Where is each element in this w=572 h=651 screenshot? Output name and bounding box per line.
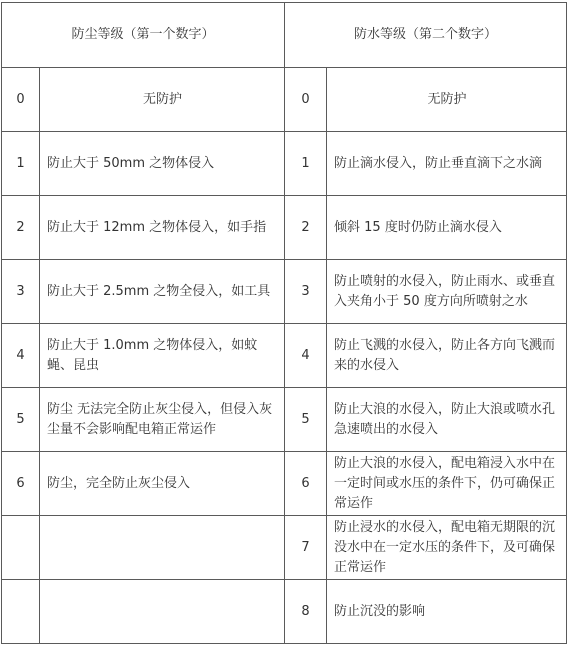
dust-desc-cell: 防止大于 2.5mm 之物全侵入，如工具 — [40, 260, 285, 324]
water-code-cell: 8 — [285, 580, 327, 644]
water-code-cell: 7 — [285, 516, 327, 580]
water-desc-cell: 无防护 — [327, 68, 567, 132]
water-desc-cell: 防止沉没的影响 — [327, 580, 567, 644]
table-row — [2, 452, 567, 516]
water-code-cell: 6 — [285, 452, 327, 516]
water-rating-header: 防水等级（第二个数字） — [285, 3, 567, 68]
water-code-cell: 2 — [285, 196, 327, 260]
table-header-row — [2, 3, 567, 68]
dust-rating-header: 防尘等级（第一个数字） — [2, 3, 285, 68]
dust-code-cell — [2, 580, 40, 644]
dust-desc-cell — [40, 516, 285, 580]
dust-code-cell: 4 — [2, 324, 40, 388]
dust-code-cell: 5 — [2, 388, 40, 452]
dust-code-cell: 3 — [2, 260, 40, 324]
water-desc-cell: 防止飞溅的水侵入，防止各方向飞溅而来的水侵入 — [327, 324, 567, 388]
dust-code-cell: 0 — [2, 68, 40, 132]
dust-desc-cell — [40, 580, 285, 644]
table-row — [2, 196, 567, 260]
table-row — [2, 388, 567, 452]
water-desc-cell: 倾斜 15 度时仍防止滴水侵入 — [327, 196, 567, 260]
water-desc-cell: 防止大浪的水侵入，防止大浪或喷水孔急速喷出的水侵入 — [327, 388, 567, 452]
water-desc-cell: 防止滴水侵入，防止垂直滴下之水滴 — [327, 132, 567, 196]
water-code-cell: 4 — [285, 324, 327, 388]
dust-code-cell: 1 — [2, 132, 40, 196]
table-row — [2, 260, 567, 324]
table-row — [2, 324, 567, 388]
dust-desc-cell: 防止大于 12mm 之物体侵入，如手指 — [40, 196, 285, 260]
water-code-cell: 1 — [285, 132, 327, 196]
dust-desc-cell: 防止大于 1.0mm 之物体侵入，如蚊蝇、昆虫 — [40, 324, 285, 388]
dust-desc-cell: 防尘，完全防止灰尘侵入 — [40, 452, 285, 516]
dust-code-cell — [2, 516, 40, 580]
dust-desc-cell: 防尘 无法完全防止灰尘侵入，但侵入灰尘量不会影响配电箱正常运作 — [40, 388, 285, 452]
table-row — [2, 132, 567, 196]
water-desc-cell: 防止浸水的水侵入，配电箱无期限的沉没水中在一定水压的条件下，及可确保正常运作 — [327, 516, 567, 580]
water-desc-cell: 防止大浪的水侵入，配电箱浸入水中在一定时间或水压的条件下，仍可确保正常运作 — [327, 452, 567, 516]
table-row — [2, 580, 567, 644]
water-code-cell: 3 — [285, 260, 327, 324]
water-code-cell: 0 — [285, 68, 327, 132]
ip-rating-table — [1, 2, 567, 644]
dust-code-cell: 2 — [2, 196, 40, 260]
dust-desc-cell: 防止大于 50mm 之物体侵入 — [40, 132, 285, 196]
water-desc-cell: 防止喷射的水侵入，防止雨水、或垂直入夹角小于 50 度方向所喷射之水 — [327, 260, 567, 324]
dust-desc-cell: 无防护 — [40, 68, 285, 132]
dust-code-cell: 6 — [2, 452, 40, 516]
table-row — [2, 68, 567, 132]
table-row — [2, 516, 567, 580]
water-code-cell: 5 — [285, 388, 327, 452]
